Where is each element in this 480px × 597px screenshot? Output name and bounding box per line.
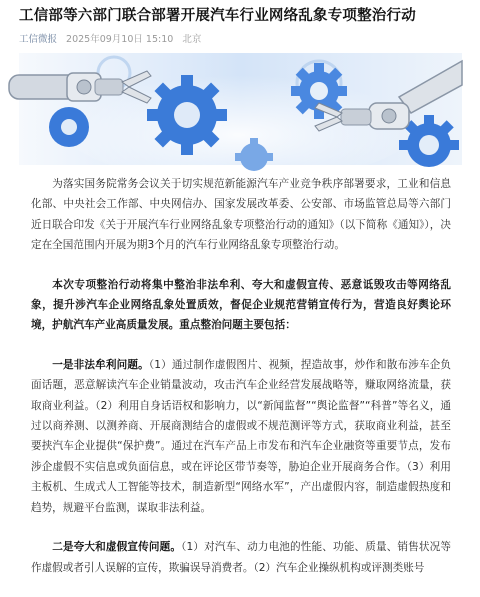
issue-one-text: （1）通过制作虚假图片、视频，捏造故事，炒作和散布涉车企负面话题，恶意解读汽车企业销量波动，攻击汽车企业经营发展战略等，赚取网络流量，获取商业利益。（2）利用自身话语权和影响力，以“新闻监督”“舆论监督”“科普”等名义，通过以商养测、以测养商、开展商测结合的虚假或不规范测评等方式，获取商业利益，甚至要挟汽车企业提供“保护费”。通过在汽车产品上市发布和汽车企业融资等重要节点，发布涉企虚假不实信息或负面信息，或在评论区带节奏等，胁迫企业开展商务合作。（3）利用主板机、生成式人工智能等技术，制造新型“网络水军”，产出虚假内容，制造虚假热度和趋势，规避平台监测，谋取非法利益。 <box>31 358 452 514</box>
issue-one-heading: 一是非法牟利问题。 <box>52 358 149 371</box>
paragraph-issue-two <box>31 537 451 578</box>
paragraph-issue-one <box>31 355 451 518</box>
gear-icon <box>291 63 347 119</box>
issue-two-heading: 二是夸大和虚假宣传问题。 <box>52 541 182 554</box>
article-body <box>31 174 451 597</box>
source-link[interactable]: 工信微报 <box>19 34 58 45</box>
publish-datetime: 2025年09月10日 15:10 <box>66 34 174 45</box>
issue-two-text: （1）对汽车、动力电池的性能、功能、质量、销售状况等作虚假或者引人误解的宣传，欺骗误导消费者。（2）汽车企业操纵机构或评测类账号 <box>31 541 451 574</box>
paragraph-scope: 本次专项整治行动将集中整治非法牟利、夸大和虚假宣传、恶意诋毁攻击等网络乱象，提升涉汽车企业网络乱象处置质效，督促企业规范营销宣传行为，营造良好舆论环境，护航汽车产业高质量发展。重点整治问题主要包括： <box>31 278 451 332</box>
article-meta <box>19 33 207 47</box>
article-title: 工信部等六部门联合部署开展汽车行业网络乱象专项整治行动 <box>19 8 416 24</box>
robot-arm-gears-illustration <box>19 53 462 165</box>
publish-location: 北京 <box>182 34 202 45</box>
banner-image <box>19 53 462 165</box>
paragraph-intro: 为落实国务院常务会议关于切实规范新能源汽车产业竞争秩序部署要求，工业和信息化部、中央社会工作部、中央网信办、国家发展改革委、公安部、市场监管总局等六部门近日联合印发《关于开展汽车行业网络乱象专项整治行动的通知》（以下简称《通知》），决定在全国范围内开展为期3个月的汽车行业网络乱象专项整治行动。 <box>31 178 451 252</box>
gear-icon <box>147 75 227 155</box>
